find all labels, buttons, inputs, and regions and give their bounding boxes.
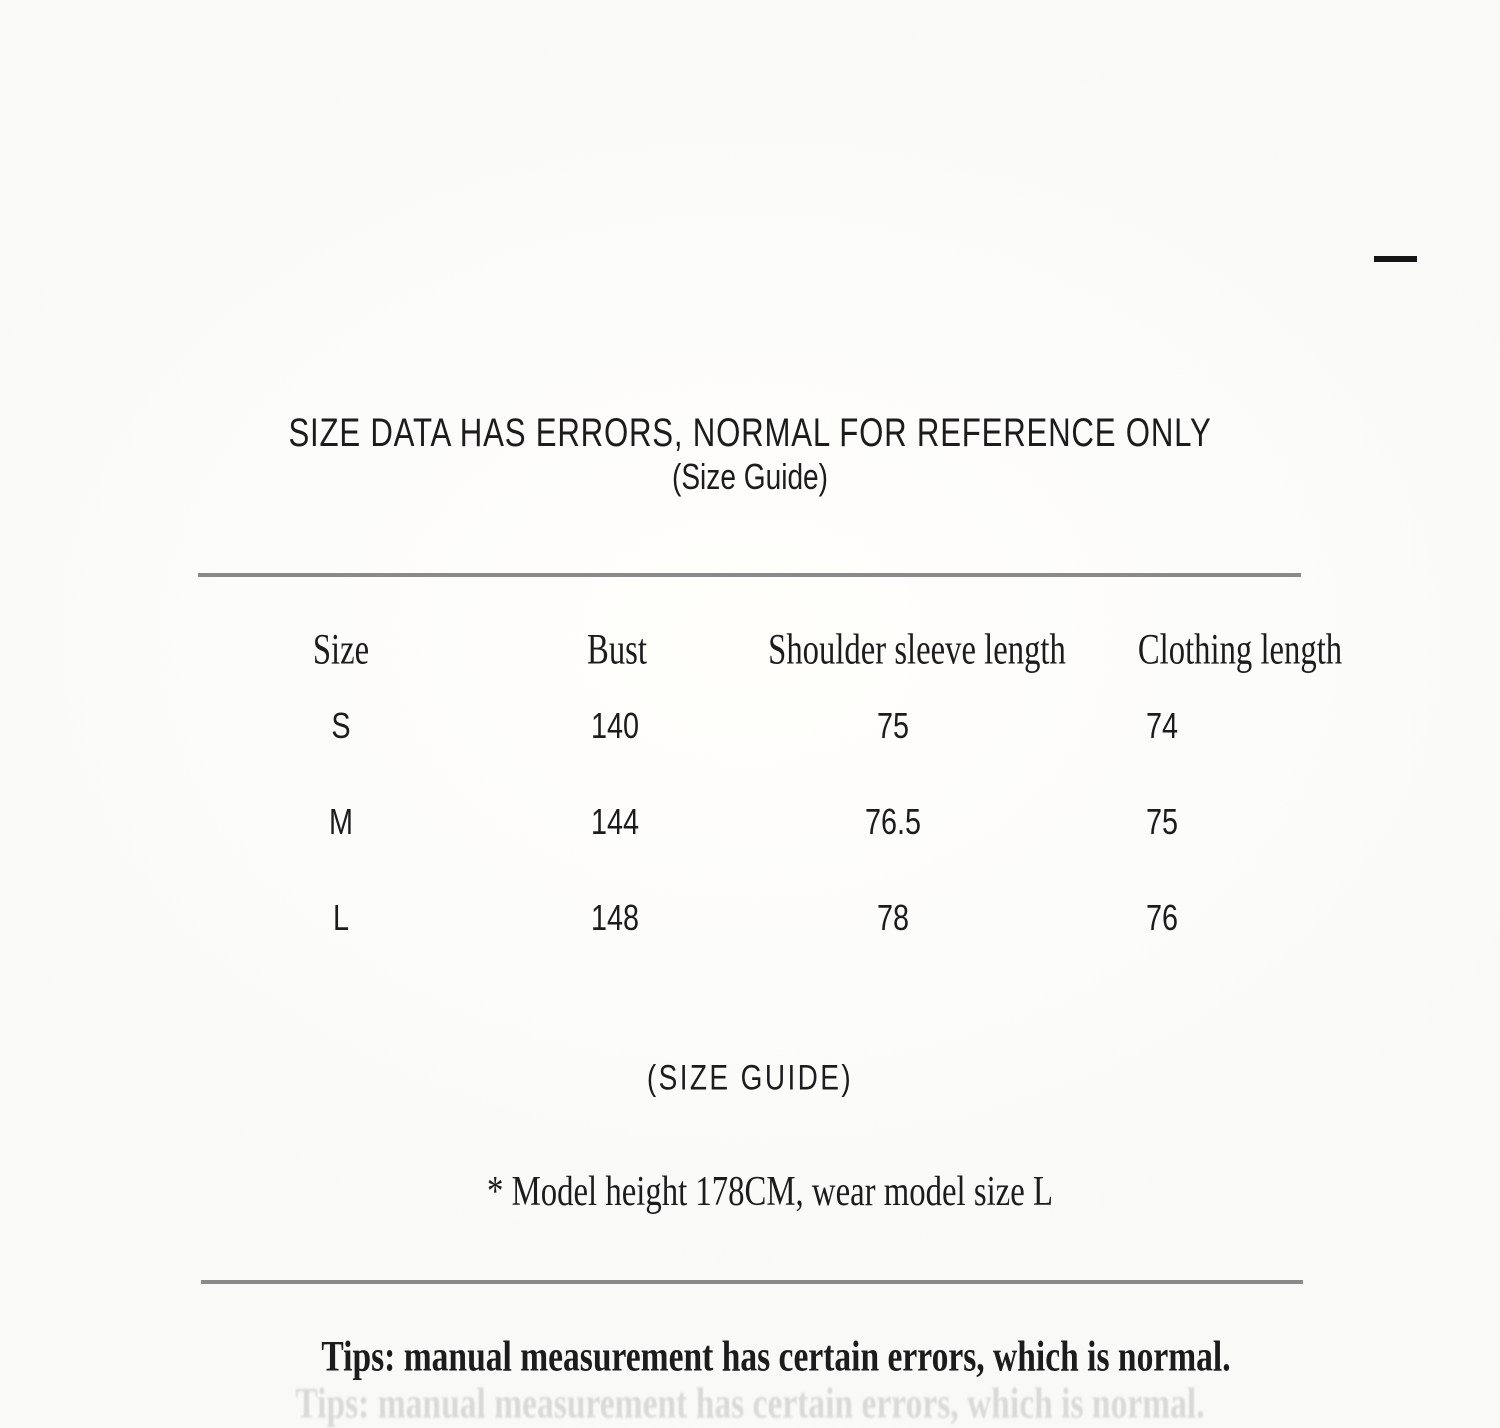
measurement-cell: 140 xyxy=(590,705,640,746)
column-header: Bust xyxy=(587,626,647,674)
cut-off-text-sliver: Tips: manual measurement has certain errors, which is normal. xyxy=(295,1380,1205,1428)
measurement-cell: 148 xyxy=(590,897,640,938)
divider-bottom xyxy=(201,1280,1303,1284)
measurement-cell: 74 xyxy=(1145,705,1179,746)
measurement-cell: 76.5 xyxy=(864,801,922,842)
dash-mark xyxy=(1374,256,1417,262)
size-cell: M xyxy=(329,801,353,842)
page-title: SIZE DATA HAS ERRORS, NORMAL FOR REFERENCE ONLY xyxy=(288,411,1212,455)
model-height-note: * Model height 178CM, wear model size L xyxy=(487,1169,1053,1215)
measurement-cell: 75 xyxy=(1145,801,1179,842)
measurement-cell: 75 xyxy=(876,705,910,746)
measurement-cell: 76 xyxy=(1145,897,1179,938)
size-guide-caption: (SIZE GUIDE) xyxy=(646,1058,854,1098)
column-header: Clothing length xyxy=(1137,626,1343,674)
size-cell: L xyxy=(332,897,350,938)
column-header: Shoulder sleeve length xyxy=(768,626,1066,674)
measurement-cell: 144 xyxy=(590,801,640,842)
tips-note: Tips: manual measurement has certain errors, which is normal. xyxy=(321,1333,1231,1381)
page-subtitle: (Size Guide) xyxy=(671,456,829,497)
size-cell: S xyxy=(331,705,351,746)
column-header: Size xyxy=(312,626,370,674)
measurement-cell: 78 xyxy=(876,897,910,938)
divider-top xyxy=(198,573,1301,577)
